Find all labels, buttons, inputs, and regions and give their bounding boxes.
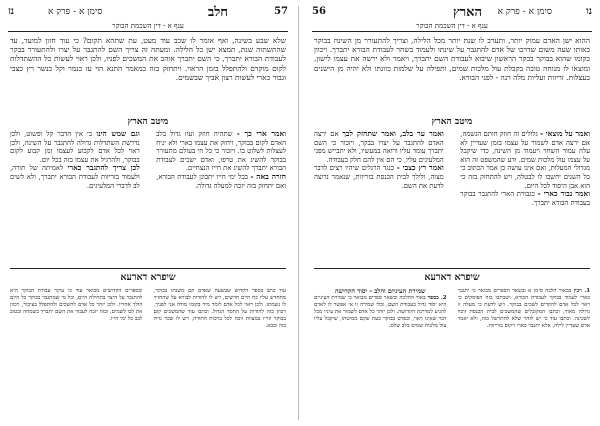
commentary-lead: לכן צריך להתגבר כארי: [67, 163, 140, 173]
book-title: חלב: [207, 5, 228, 20]
commentary-column-left: [314, 130, 444, 190]
commentary-text: כגבורת הארי להתגבר בבוקר בעבודת הבורא יתברך.: [460, 190, 590, 207]
divider: [10, 268, 286, 269]
commentary-column-left: [10, 130, 140, 190]
right-page: [304, 0, 600, 426]
divider: [314, 268, 590, 269]
footnotes-heading: שיפרא דארעא: [120, 272, 176, 283]
commentary-lead: ואמר נבור כארי -: [537, 189, 590, 199]
commentary-lead: ואמר ארי כך -: [236, 129, 286, 138]
commentary-text: בכל ימי חייו יתבונן לעבודת הבורא, ואם יתחזק בזה יזכה למעלה גדולה.: [156, 172, 286, 190]
commentary-text: גלולים זה חוזק חותם הנשמה, אם ירצה אדם לשמור על עצמו בזמן שעדיין לא עלה עמוד השחר ויעמוד מן השינה, כדי שיקבל על עצמו עול מלכות שמים. ודע שהמשפט זה הוא מגדולי המעלות, ואם אינו עושה כן אמר הכתוב כי כל השנים יחשבו לו לבטלה, ויש להתחזק בזה כי הוא אבן היסוד לכל היום.: [460, 130, 590, 190]
main-text: שלא שבע בשינה, ואף אומר לו שכב עוד מעט, עת שתהא תקום? כי עוד חזון למועד, עד שהתשתוה שנת, תמצא ישן כל הלילה. ומעתה זה צריך השם להתגבר על יצרו ולהתעורר בבקר לעבודת הבורא יתברך, כי השם יתברך אוהב את המשכים לפניו, ולכן ראוי לעשות כל ההשתדלות לקום מוקדם ולהתפלל בזמן הראוי. ויתחזק בזה כמאמר התנא הוי עז כנמר וקל כנשר רץ כצבי וגבור כארי לעשות רצון אביך שבשמים.: [10, 36, 286, 82]
footnote-lead: 1. ויבין: [573, 288, 590, 294]
commentary-column-right: [460, 130, 590, 207]
commentary-text: שתהיה חוזק ועוז גדול בלב האדם לקום בבוקר, ויחזק את עצמו כארי ולא יניח לעצלות לשלוט בו. ויזכור כי כל חי בעולם מתעורר בבוקר להשיג את טרפו, ואדם ישכים לעבודת הבורא יתברך להשיג את חייו הנצחיים.: [156, 130, 286, 173]
corner-letter: נז: [8, 6, 15, 17]
commentary-lead: ואמר על מוצאי -: [539, 129, 590, 138]
page-gutter: [298, 6, 299, 420]
commentary-text: אם ירצה האדם להתגבר על יצרו בבקר, ויזכור כי השם יתברך עומד עליו ורואה במעשיו, ולא יתבייש מפני המלעיגים עליו, כי הם אין להם חלק בעבודה.: [314, 130, 444, 164]
footnotes-heading: שיפרא דארעא: [424, 272, 480, 283]
section-subheading: ענף א - דין השכמת הבוקר: [8, 22, 288, 32]
left-page: [0, 0, 296, 426]
commentary-lead: ואמר ער בלב, ואמר שתחזק לבך: [342, 129, 444, 138]
siman-label: סימן א - פרק א: [48, 7, 103, 17]
footnote-column-right: [458, 288, 590, 422]
commentary-columns: [314, 130, 590, 270]
footnote-column-left: ובספרים הקדושים מבואר עוד כי עיקר עבודת הבוקר היא להתגבר על היצר בתחילת היום, וכל מי שמתגבר בבוקר כל היום הולך אחריו. ולכן יזהר כל אדם להשכים ולהתפלל בציבור, ויכוון את לבו לשמים, ובזה יזכה לעבוד את השם יתברך בשמחה ובטוב לבב כל ימי חייו.: [10, 288, 143, 323]
commentary-text: לאמיתה של תורה, ולעמוד בזריזות לעבודת הבורא יתברך, ולא לשים לב לדברי המלעיגים.: [10, 164, 140, 190]
commentary-lead: חזרה באה -: [250, 171, 287, 181]
commentary-heading: מיטב הארץ: [127, 117, 169, 127]
footnote-text: באור ההלכה ובשאר ספרים מבואר כי שמירת העיניים היא יסוד גדול בעבודת השם, ובלי שמירה זו אי אפשר לו לאדם להגיע למדרגת הקדושה. ולכן יזהר כל אדם לשמור את עיניו מכל דבר שאינו ראוי, ובפרט בבוקר בעת שקם ממיטתו, שיקבל עליו עול מלכות שמים בלב שלם.: [314, 295, 447, 330]
page-number: 57: [274, 6, 288, 17]
commentary-text: כנגד הרגלים שיהיו רצים לדבר מצוה, ולילך לבית הכנסת בזריזות, שנאמר נרוצה לדעת את השם.: [314, 164, 444, 190]
running-header: [312, 6, 592, 20]
corner-letter: נו: [586, 6, 592, 17]
commentary-column-right: [156, 130, 286, 190]
footnote-column-left: [314, 288, 446, 422]
main-text: ההוא ישן האדם עמוק יותר, ותערב לו שנת יותר מכל הלילה, וצריך להתעורר מן השינה בבוקר באותו שעה משום שדרכו של אדם להתגבר על שינתו ולעמוד בשחר לעבודת הבורא יתברך. ויכוון בקומו שהוא בבוקר בבקר הראשון שיבוא לעבודת השם יתברך, ויאמר ולא ירשה את עצמו לישון, ומוצאו לו מנוחה טובה בקבלת עול מלכות שמים, ותפילה על שלמות כוונתו ולא יהיה מן הישנים בעצלות. זריזות ועליות מלה רנה - לפני הבורא.: [314, 36, 590, 82]
book-title: הארץ: [453, 5, 482, 20]
commentary-lead: ואמר רץ כצבי -: [396, 163, 444, 173]
footnotes-columns: [10, 288, 286, 422]
commentary-columns: [10, 130, 286, 270]
siman-label: סימן א - פרק א: [497, 7, 552, 17]
footnote-lead: 2. בספר: [427, 295, 447, 302]
commentary-text: כי אין הדבר קל ופשוט, ולכן נדרשת השתדלות גדולה להתגבר על השינה, ולכן ראוי לכל אדם לקבוע לעצמו זמן קבוע לקום בבוקר, ולהרגיל את עצמו בזה בכל יום.: [10, 130, 140, 164]
page-number: 56: [312, 6, 326, 17]
running-header: [8, 6, 288, 20]
commentary-heading: מיטב הארץ: [431, 117, 473, 127]
footnote-section-title: שמירת העיניים והלב - יסוד הקדושה: [334, 288, 426, 295]
footnotes-columns: [314, 288, 590, 422]
footnote-column-right: עוד כתב בספר הקדוש שבשעה שאדם קם משנתו בבוקר, מתחדש עליו כח חיים חדשים, ויש לו להודות לבורא על שהחזיר לו נשמתו. ולכן ראוי לכל אדם לומר מיד בקומו מודה אני לפניך, ויכוון בזה להודות על החסד הגדול. וכתבו עוד שהמשכים קום בבוקר וזריז במצוות זוכה לכל ברכות התורה, ויש לו שכר גדול בזה ובבא.: [153, 288, 286, 330]
section-subheading: ענף א - דין השכמת הבוקר: [312, 22, 592, 32]
footnote-text: בבאור הלכה סימן א ובשאר הספרים מבואר כי יתגבר כארי לעמוד בבוקר לעבודת הבורא, ושכתבו בזה הפוסקים כי ראוי לכל אדם להקדים לשכים בבוקר. ויש לדעת כי מעלה זו גדולה מאוד, וכתבו המקובלים שהמשכים לבית הכנסת זוכה לשכינה. וכתבו עוד כי יש לזהר שלא להתרשל בזה, ולא יאמר אדם שעדיין לילה, אלא יתגבר כארי ויקום בזריזות.: [457, 288, 590, 330]
commentary-lead: וגם שמש הינו: [96, 129, 140, 138]
